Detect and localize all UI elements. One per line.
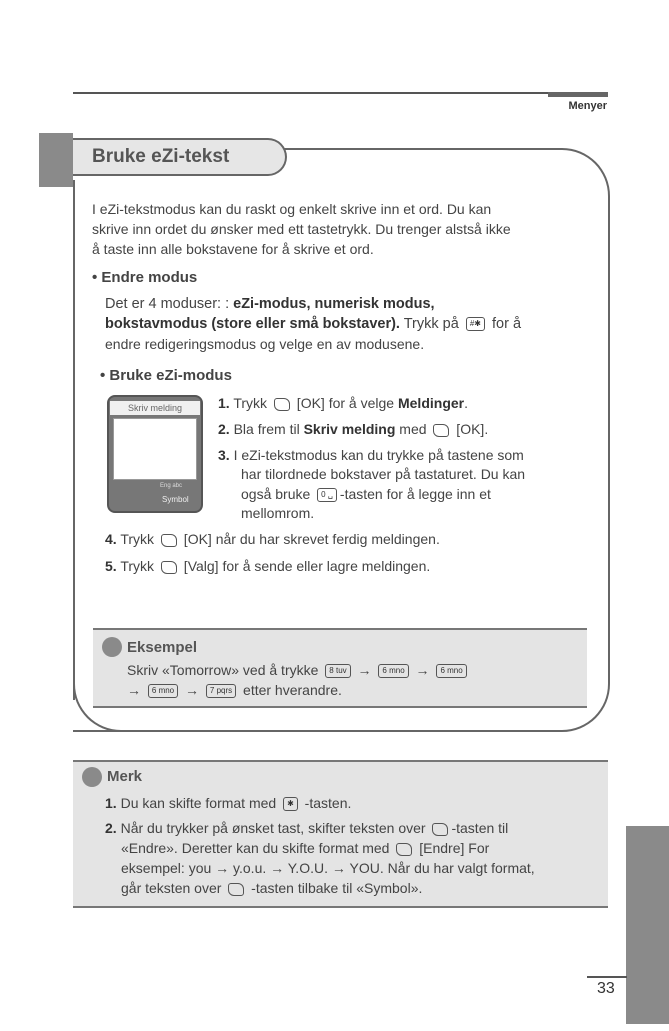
page-number-rule: [587, 976, 627, 978]
page-number: 33: [597, 980, 615, 997]
header-rule: [73, 92, 608, 94]
right-softkey-icon: [228, 883, 244, 896]
mode-text: Det er 4 moduser: : eZi-modus, numerisk modus,: [105, 296, 435, 312]
intro-line: å taste inn alle bokstavene for å skrive et ord.: [92, 241, 374, 257]
step-cont: har tilordnede bokstaver på tastaturet. Du kan: [241, 466, 526, 482]
key-6-icon: 6 mno: [148, 684, 178, 698]
header-rule-accent: [548, 92, 608, 97]
step: 2. Bla frem til Skriv melding med [OK].: [218, 421, 489, 437]
frame-left-edge: [73, 180, 75, 700]
intro-line: I eZi-tekstmodus kan du raskt og enkelt skrive inn et ord. Du kan: [92, 201, 492, 217]
chapter-tab-right: [626, 826, 669, 1024]
page-title: Bruke eZi-tekst: [92, 146, 230, 167]
note-item-cont: eksempel: you → y.o.u. → Y.O.U. → YOU. Når du har valgt format,: [121, 860, 535, 876]
left-softkey-icon: [433, 424, 449, 437]
use-heading: • Bruke eZi-modus: [100, 367, 232, 384]
example-text: → 6 mno → 7 pqrs etter hverandre.: [127, 682, 342, 698]
phone-softkey-label: Symbol: [162, 495, 189, 504]
note-item: 2. Når du trykker på ønsket tast, skifter teksten over -tasten til: [105, 820, 509, 836]
left-softkey-icon: [161, 534, 177, 547]
key-6-icon: 6 mno: [378, 664, 408, 678]
phone-screen-title: Skriv melding: [110, 401, 200, 415]
step: 3. I eZi-tekstmodus kan du trykke på tastene som: [218, 447, 524, 463]
note-item-cont: «Endre». Deretter kan du skifte format med [Endre] For: [121, 840, 490, 856]
chapter-tab-left: [39, 133, 73, 187]
left-softkey-icon: [274, 398, 290, 411]
key-7-icon: 7 pqrs: [206, 684, 236, 698]
section-label: Menyer: [568, 100, 607, 112]
example-text: Skriv «Tomorrow» ved å trykke 8 tuv → 6 mno → 6 mno: [127, 660, 470, 680]
phone-mode-icons: Eng abc: [160, 483, 183, 489]
step: 5. Trykk [Valg] for å sende eller lagre meldingen.: [105, 558, 431, 574]
hash-key-icon: #✱: [466, 317, 485, 331]
right-softkey-icon: [432, 823, 448, 836]
phone-text-area: [113, 418, 197, 480]
step: 1. Trykk [OK] for å velge Meldinger.: [218, 395, 468, 411]
zero-key-icon: 0 ␣: [317, 488, 337, 502]
star-key-icon: ✱: [283, 797, 298, 811]
note-title: Merk: [107, 768, 143, 785]
mode-heading: • Endre modus: [92, 269, 198, 286]
key-6-icon: 6 mno: [436, 664, 466, 678]
note-item: 1. Du kan skifte format med ✱ -tasten.: [105, 795, 352, 811]
note-item-cont: går teksten over -tasten tilbake til «Symbol».: [121, 880, 423, 896]
example-bullet-icon: [102, 637, 122, 657]
example-title: Eksempel: [127, 639, 198, 656]
mode-text: bokstavmodus (store eller små bokstaver). Trykk på #✱ for å: [105, 316, 522, 332]
step-cont: mellomrom.: [241, 505, 315, 521]
note-bullet-icon: [82, 767, 102, 787]
mode-text: endre redigeringsmodus og velge en av modusene.: [105, 336, 425, 352]
key-8-icon: 8 tuv: [325, 664, 350, 678]
step: 4. Trykk [OK] når du har skrevet ferdig meldingen.: [105, 531, 440, 547]
left-softkey-icon: [161, 561, 177, 574]
step-cont: også bruke 0 ␣ -tasten for å legge inn et: [241, 486, 491, 502]
intro-line: skrive inn ordet du ønsker med ett tastetrykk. Du trenger alstså ikke: [92, 221, 511, 237]
right-softkey-icon: [396, 843, 412, 856]
